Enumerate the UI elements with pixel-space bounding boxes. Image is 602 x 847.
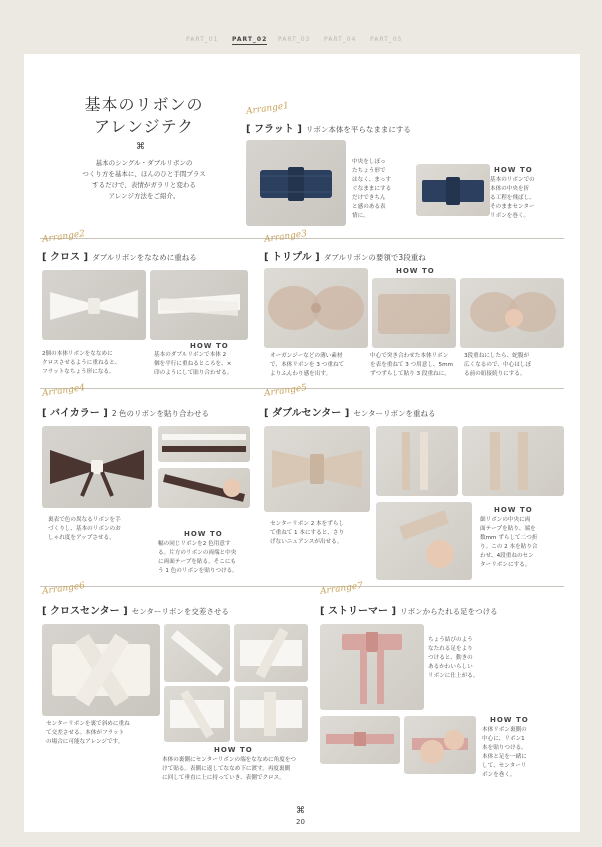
flat-bow-photo: [246, 140, 346, 226]
cross-center-howto-text: [162, 756, 322, 783]
caption-line: あるかわいらしい: [428, 664, 473, 670]
intro-line: 基本のシングル・ダブルリボンの: [95, 159, 193, 167]
caption-line: 2個の本体リボンをななめに: [42, 351, 113, 357]
caption-line: たちょう形で: [352, 168, 386, 174]
tab-part-01[interactable]: PART_01: [186, 36, 219, 43]
intro-line: つくり方を基本に、ほんのひと手間プラス: [82, 170, 206, 178]
double-center-step3-photo: [376, 502, 472, 580]
subtitle-text: ダブルリボンをななめに重ねる: [92, 253, 197, 262]
ribbon-glue-illustration: [158, 468, 250, 508]
organza-layers-illustration: [372, 278, 456, 348]
title-text: [ バイカラー ]: [42, 408, 108, 419]
streamer-step1-photo: [320, 716, 400, 764]
tab-part-04[interactable]: PART_04: [324, 36, 357, 43]
subtitle-text: センターリボンを交差させる: [131, 607, 229, 616]
folded-ribbons-illustration: [462, 426, 564, 496]
howto-line: 本体リボン裏側の: [482, 727, 527, 733]
caption-line: で、本体リボンを 3 つ重ねて: [270, 362, 344, 368]
flat-howto-heading: HOW TO: [494, 166, 533, 174]
howto-line: 細リボンの中央に両: [480, 517, 531, 523]
title-text: [ ストリーマー ]: [320, 606, 397, 617]
bicolor-howto-text: [158, 540, 254, 576]
arrange-label: Arrange6: [41, 581, 86, 597]
triple-howto-heading: HOW TO: [396, 267, 435, 275]
howto-line: ボンを巻く。: [482, 772, 516, 778]
howto-line: る前の紐接続りにする。: [464, 371, 526, 377]
cross-center-step3-photo: [164, 686, 230, 742]
caption-line: よりふんわり感を出す。: [270, 371, 332, 377]
cross-howto-heading: HOW TO: [190, 342, 229, 350]
arrange-label: Arrange1: [245, 101, 290, 117]
bicolor-step1-photo: [158, 426, 250, 462]
howto-line: に両面テープを貼る。そこにも: [158, 559, 237, 565]
bicolor-step2-photo: [158, 468, 250, 508]
streamer-howto-text: [482, 726, 566, 780]
caption-line: 情に。: [352, 213, 369, 219]
howto-line: 幅の同じリボンを2 色用意す: [158, 541, 231, 547]
howto-line: 本体の裏側にセンターリボンの端をななめに角度をつ: [162, 757, 297, 763]
double-center-howto-text: [480, 516, 566, 570]
flat-howto-photo: [416, 164, 490, 216]
cross-howto-photo: [150, 270, 248, 340]
streamer-caption: [428, 636, 494, 681]
double-center-caption: [270, 520, 370, 547]
navy-bow-illustration: [246, 140, 346, 226]
caption-line: と感のある表: [352, 204, 386, 210]
step1-illustration: [164, 624, 230, 682]
part-tabs: [0, 36, 602, 48]
intro-line: アレンジ方法をご紹介。: [108, 192, 180, 200]
arrange-label: Arrange5: [263, 383, 308, 399]
tab-part-05[interactable]: PART_05: [370, 36, 403, 43]
howto-line: 個を平行に重ねるところを、×: [154, 361, 232, 367]
divider: [40, 586, 564, 587]
title-text: [ ダブルセンター ]: [264, 408, 350, 419]
tab-part-02[interactable]: PART_02: [232, 36, 268, 43]
step3-illustration: [164, 686, 230, 742]
section-title-triple: [264, 248, 426, 263]
caption-line: なたれる足をより: [428, 646, 473, 652]
double-center-bow-photo: [264, 426, 370, 512]
subtitle-text: ダブルリボンの要領で3段重ね: [323, 253, 426, 262]
white-cross-illustration: [150, 270, 248, 340]
cross-center-step2-photo: [234, 624, 308, 682]
arrange-label: Arrange3: [263, 229, 308, 245]
howto-line: ターリボンにする。: [480, 562, 531, 568]
caption-line: げないニュアンスが出せる。: [270, 539, 343, 545]
caption-line: しゃれ度をアップさせる。: [48, 535, 115, 541]
caption-line: センターリボン 2 本をずらし: [270, 521, 345, 527]
cross-bow-photo: [42, 270, 146, 340]
subtitle-text: リボン本体を平らなままにする: [305, 125, 411, 134]
beige-bow-illustration: [264, 426, 370, 512]
triple-bow-photo: [264, 268, 368, 348]
cross-caption: [42, 350, 146, 377]
intro-line: するだけで、表情がガラリと変わる: [92, 181, 196, 189]
caption-line: だけできちん: [352, 195, 386, 201]
cross-howto-text: [154, 351, 254, 378]
step4-illustration: [234, 686, 308, 742]
howto-line: り。この 2 本を貼り合: [480, 544, 538, 550]
caption-line: の場合に可能なアレンジです。: [46, 739, 124, 745]
howto-line: リボンを巻く。: [490, 213, 530, 219]
bicolor-bow-photo: [42, 426, 152, 508]
streamer-howto-heading: HOW TO: [490, 716, 529, 724]
step2-illustration: [234, 624, 308, 682]
arrange-label: Arrange2: [41, 229, 86, 245]
howto-line: う 1 色のリボンを貼りつける。: [158, 568, 238, 574]
caption-line: フラットなちょう形になる。: [42, 369, 115, 375]
organza-pinch-illustration: [460, 278, 564, 348]
howto-line: 基本のダブルリボンで本体 2: [154, 352, 227, 358]
howto-line: 本体と足を一緒に: [482, 754, 527, 760]
section-title-double-center: [264, 404, 436, 419]
section-title-cross: [42, 248, 197, 263]
caption-line: づくりし、基本のリボンのお: [48, 526, 121, 532]
streamer-step2-photo: [404, 716, 476, 774]
caption-line: て交差させる。本体がフラット: [46, 730, 125, 736]
howto-line: る工程を飛ばし、: [490, 195, 535, 201]
page: [24, 54, 580, 832]
tab-part-03[interactable]: PART_03: [278, 36, 311, 43]
caption-line: ちょう結びのよう: [428, 637, 473, 643]
cross-center-bow-photo: [42, 624, 160, 716]
thin-ribbons-illustration: [376, 426, 458, 496]
title-text: [ フラット ]: [246, 124, 302, 135]
subtitle-text: センターリボンを重ねる: [353, 409, 436, 418]
glue-ribbon-illustration: [376, 502, 472, 580]
section-title-bicolor: [42, 404, 209, 419]
double-center-howto-heading: HOW TO: [494, 506, 533, 514]
cross-center-step4-photo: [234, 686, 308, 742]
page-number: 20: [296, 818, 305, 826]
caption-line: つけると、動きの: [428, 655, 473, 661]
white-bow-illustration: [42, 270, 146, 340]
triple-step2-text: [464, 352, 564, 379]
intro-text: [54, 158, 234, 202]
cross-center-step1-photo: [164, 624, 230, 682]
howto-line: る。片方のリボンの両端と中央: [158, 550, 237, 556]
howto-line: けて貼る。表側に返してななめ下に渡す。再度裏側: [162, 766, 291, 772]
howto-line: 本を貼りつける。: [482, 745, 527, 751]
arrange-label: Arrange7: [319, 581, 364, 597]
howto-line: 印のようにして貼り合わせる。: [154, 370, 233, 376]
flat-howto-text: [490, 176, 564, 221]
triple-step1-photo: [372, 278, 456, 348]
howto-line: 本体の中央を折: [490, 186, 530, 192]
howto-line: して、センターリ: [482, 763, 527, 769]
footer-bow-icon: ⌘: [296, 806, 305, 816]
caption-line: クロスさせるように重ねると、: [42, 360, 121, 366]
arrange-label: Arrange4: [41, 383, 86, 399]
howto-line: 中心で突き合わせた本体リボン: [370, 353, 449, 359]
title-text: [ クロス ]: [42, 252, 89, 263]
cross-center-howto-heading: HOW TO: [214, 746, 253, 754]
pink-ribbon-hands-illustration: [404, 716, 476, 774]
section-title-cross-center: [42, 602, 229, 617]
section-title-streamer: [320, 602, 498, 617]
double-center-step2-photo: [462, 426, 564, 496]
title-line-2: アレンジテク: [94, 117, 194, 136]
howto-line: 広くなるので、中心はしぼ: [464, 362, 532, 368]
navy-ribbon-illustration: [416, 164, 490, 216]
howto-line: 中心に、リボン1: [482, 736, 525, 742]
howto-line: 基本のリボンでの: [490, 177, 535, 183]
caption-line: 中央をしぼっ: [352, 159, 386, 165]
section-title-flat: [246, 120, 411, 135]
flat-caption: [352, 158, 414, 221]
bicolor-howto-heading: HOW TO: [184, 530, 223, 538]
pink-ribbon-strip-illustration: [320, 716, 400, 764]
caption-line: オーガンジーなどの薄い素材: [270, 353, 343, 359]
page-title: [64, 94, 224, 138]
ribbon-strips-illustration: [158, 426, 250, 462]
brown-bow-illustration: [42, 426, 152, 508]
pink-streamer-bow-illustration: [320, 624, 424, 710]
bicolor-caption: [48, 516, 152, 543]
triple-step1-text: [370, 352, 462, 379]
title-text: [ クロスセンター ]: [42, 606, 128, 617]
caption-line: リボンに仕上がる。: [428, 673, 479, 679]
triple-caption: [270, 352, 370, 379]
white-cross-center-illustration: [42, 624, 160, 716]
caption-line: て重ねて 1 本にすると、さり: [270, 530, 345, 536]
streamer-bow-photo: [320, 624, 424, 710]
howto-line: を表を重ねて 3 つ用意し、5mm: [370, 362, 453, 368]
cross-center-caption: [46, 720, 166, 747]
howto-line: そのままセンター: [490, 204, 535, 210]
howto-line: 面テープを貼り、端を: [480, 526, 536, 532]
caption-line: はなく、まっす: [352, 177, 392, 183]
title-line-1: 基本のリボンの: [84, 95, 204, 114]
caption-line: ぐなままにする: [352, 186, 392, 192]
howto-line: に回して垂直に上に持っていき、表側でクロス。: [162, 775, 286, 781]
howto-line: 3段重ねにしたら、蛇腹が: [464, 353, 530, 359]
subtitle-text: 2 色のリボンを貼り合わせる: [111, 409, 209, 418]
howto-line: ずつずらして貼り 3 段重ねに。: [370, 371, 450, 377]
subtitle-text: リボンからたれる足をつける: [400, 607, 498, 616]
triple-step2-photo: [460, 278, 564, 348]
howto-line: 数mm ずらして二つ折: [480, 535, 538, 541]
caption-line: 裏表で色の異なるリボンを手: [48, 517, 121, 523]
title-text: [ トリプル ]: [264, 252, 320, 263]
howto-line: わせ、4段重ねのセン: [480, 553, 534, 559]
bow-icon: ⌘: [136, 142, 145, 152]
double-center-step1-photo: [376, 426, 458, 496]
organza-bow-illustration: [264, 268, 368, 348]
caption-line: センターリボンを裏で斜めに重ね: [46, 721, 130, 727]
